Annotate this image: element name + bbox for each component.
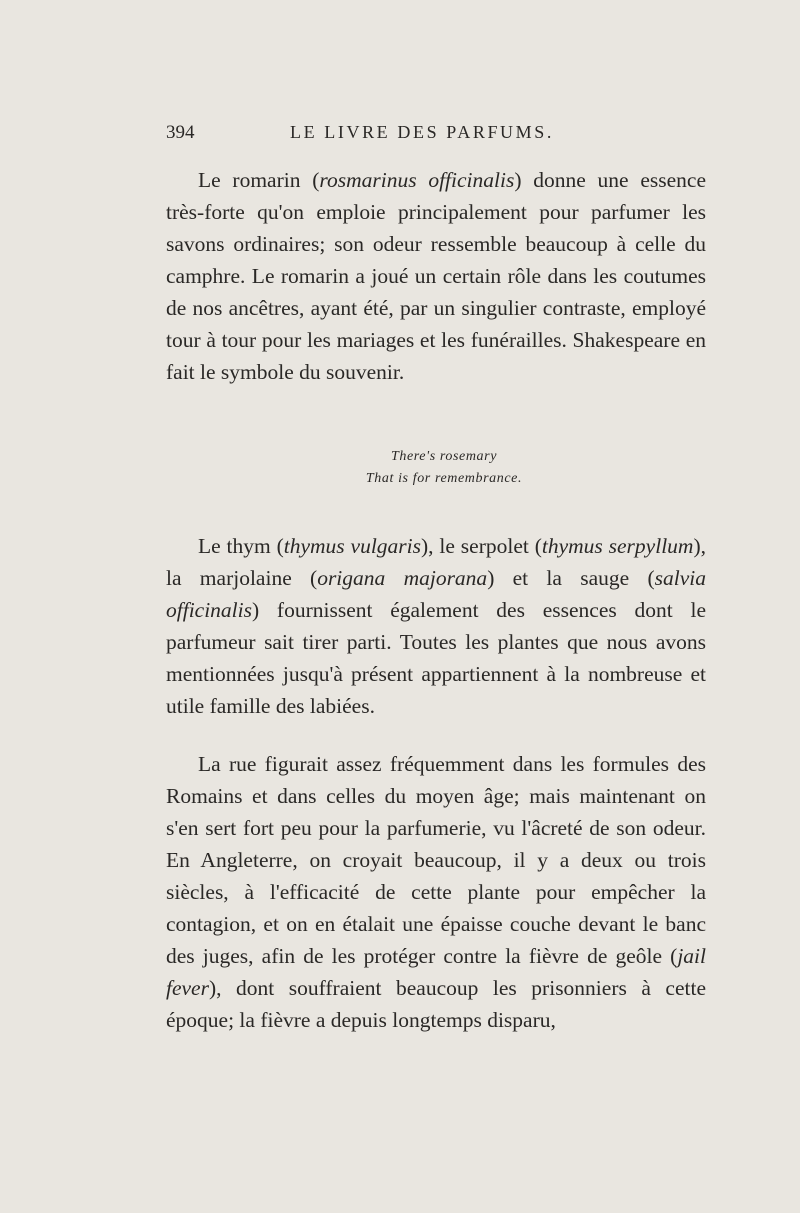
paragraph-rosemary xyxy=(166,164,706,388)
shakespeare-quote xyxy=(166,446,706,490)
latin-name: origana majorana xyxy=(317,566,488,590)
running-title: LE LIVRE DES PARFUMS. xyxy=(290,122,554,142)
latin-name: salvia officinalis xyxy=(166,566,706,622)
text-span: ), dont souffraient beaucoup les prisonniers à cette époque; la fièvre a depuis longtemps disparu, xyxy=(166,976,706,1032)
latin-name: rosmarinus officinalis xyxy=(319,168,515,192)
text-span: ) et la sauge ( xyxy=(487,566,655,590)
text-span: ), le serpolet ( xyxy=(421,534,542,558)
text-span: Le thym ( xyxy=(198,534,284,558)
quote-line-2: That is for remembrance. xyxy=(365,471,523,486)
quote-line-1: There's rosemary xyxy=(390,449,498,464)
text-span: La rue figurait assez fréquemment dans les formules des Romains et dans celles du moyen âge; mais maintenant on s'en sert fort peu pour la parfumerie, vu l'âcreté de son odeur. En Angleterre, on croyait beaucoup, il y a deux ou trois siècles, à l'efficacité de cette plante pour empêcher la contagion, et on en étalait une épaisse couche devant le banc des juges, afin de les protéger contre la fièvre de geôle ( xyxy=(166,752,706,968)
page-number: 394 xyxy=(166,122,195,143)
english-term: jail fever xyxy=(166,944,706,1000)
latin-name: thymus vulgaris xyxy=(283,534,422,558)
text-span: Le romarin ( xyxy=(198,168,320,192)
text-span: ) donne une essence très-forte qu'on emploie principalement pour parfumer les savons ordinaires; son odeur ressemble beaucoup à celle du camphre. Le romarin a joué un certain rôle dans les coutumes de nos ancêtres, ayant été, par un singulier contraste, employé tour à tour pour les mariages et les funérailles. Shakespeare en fait le symbole du souvenir. xyxy=(166,168,707,384)
latin-name: thymus serpyllum xyxy=(541,534,694,558)
text-span: ) fournissent également des essences dont le parfumeur sait tirer parti. Toutes les plantes que nous avons mentionnées jusqu'à présent appartiennent à la nombreuse et utile famille des labiées. xyxy=(166,598,706,718)
paragraph-thyme xyxy=(166,530,706,722)
text-span: ), la marjolaine ( xyxy=(166,534,706,590)
page-header xyxy=(166,122,706,152)
paragraph-rue xyxy=(166,748,706,1036)
